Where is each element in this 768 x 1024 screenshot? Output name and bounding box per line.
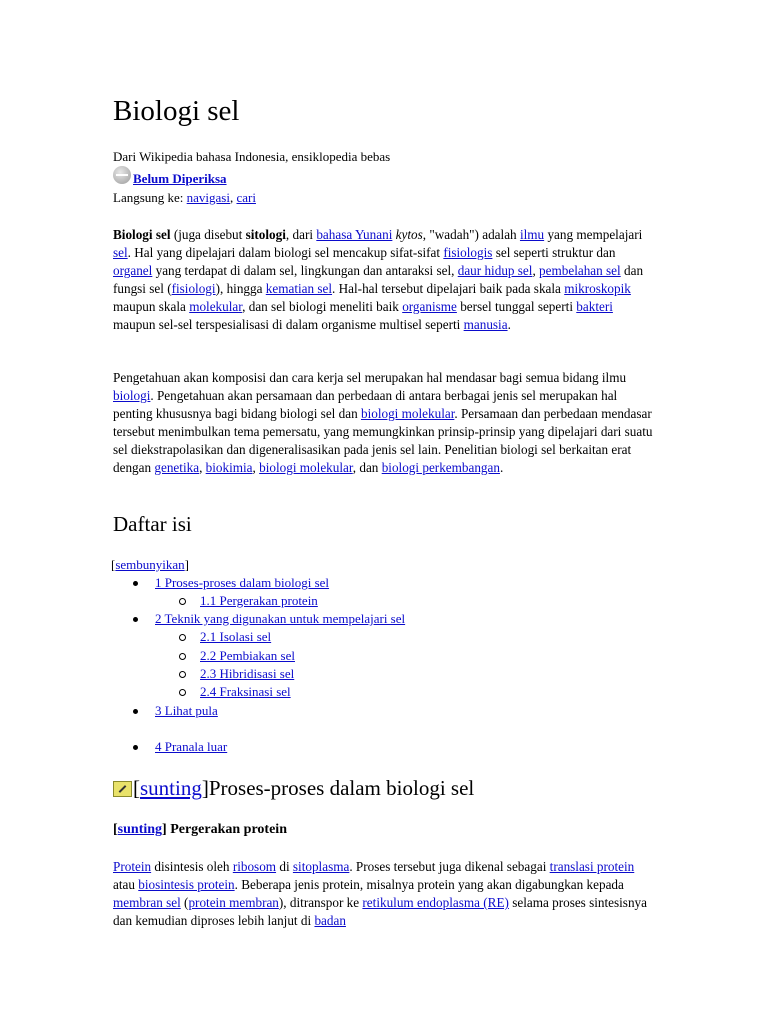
link-biologi-perkembangan[interactable]: biologi perkembangan [381, 460, 500, 475]
toc-item-3 [133, 703, 218, 719]
link-retikulum-endoplasma[interactable]: retikulum endoplasma (RE) [362, 895, 509, 910]
toc-link-3[interactable]: 3 Lihat pula [155, 703, 218, 718]
toc-link-1[interactable]: 1 Proses-proses dalam biologi sel [155, 575, 330, 590]
flagged-revision-status [113, 166, 227, 184]
edit-pencil-icon [113, 781, 132, 797]
subsection-edit-link[interactable]: sunting [117, 822, 163, 837]
toc-heading: Daftar isi [113, 512, 192, 536]
toc-item-2-1 [179, 629, 271, 645]
toc-item-2-2 [179, 648, 295, 664]
subsection-heading-1-1: [sunting] Pergerakan protein [113, 822, 287, 837]
unreviewed-icon [113, 166, 131, 184]
toc-link-2-1[interactable]: 2.1 Isolasi sel [200, 629, 272, 644]
toc-item-1 [133, 575, 329, 591]
toc-link-4[interactable]: 4 Pranala luar [155, 739, 228, 754]
toc-item-2-3 [179, 666, 294, 682]
link-protein-membran[interactable]: protein membran [188, 895, 279, 910]
toc-item-4 [133, 739, 227, 755]
link-fisiologi[interactable]: fisiologi [171, 281, 216, 296]
intro-paragraph-1: Biologi sel (juga disebut sitologi, dari bahasa Yunani kytos, "wadah") adalah ilmu yang mempelajari sel. Hal yang dipelajari dalam biologi sel mencakup sifat-sifat fisiologis sel seperti struktur dan organel yang terdapat di dalam sel, lingkungan dan antaraksi sel, daur hidup sel, pembelahan sel dan fungsi sel (fisiologi), hingga kematian sel. Hal-hal tersebut dipelajari baik pada skala mikroskopik maupun skala molekular, dan sel biologi meneliti baik organisme bersel tunggal seperti bakteri maupun sel-sel terspesialisasi di dalam organisme multisel seperti manusia. [113, 227, 644, 332]
link-biologi-molekular[interactable]: biologi molekular [360, 406, 455, 421]
link-ilmu[interactable]: ilmu [519, 227, 545, 242]
link-biologi-molekular-2[interactable]: biologi molekular [259, 460, 353, 475]
toc-item-1-1 [179, 593, 318, 609]
bullet-icon [133, 745, 138, 750]
intro-paragraph-2: Pengetahuan akan komposisi dan cara kerja sel merupakan hal mendasar bagi semua bidang ilmu biologi. Pengetahuan akan persamaan dan perbedaan di antara berbagai jenis sel merupakan hal penting khususnya bagi bidang biologi sel dan biologi molekular. Persamaan dan perbedaan mendasar tersebut menimbulkan tema pemersatu, yang memungkinkan prinsip-prinsip yang dipelajari dari suatu sel diekstrapolasikan dan digeneralisasikan pada jenis sel lain. Penelitian biologi sel berkaitan erat dengan genetika, biokimia, biologi molekular, dan biologi perkembangan. [113, 370, 653, 475]
jump-to-links: Langsung ke: navigasi, cari [113, 190, 256, 205]
link-organisme[interactable]: organisme [402, 299, 457, 314]
link-protein[interactable]: Protein [113, 859, 152, 874]
circle-bullet-icon [179, 634, 186, 641]
section-edit-link[interactable]: sunting [140, 776, 202, 800]
toc-link-2-2[interactable]: 2.2 Pembiakan sel [200, 648, 295, 663]
bullet-icon [133, 581, 138, 586]
link-bakteri[interactable]: bakteri [576, 299, 613, 314]
link-ribosom[interactable]: ribosom [232, 859, 277, 874]
link-biokimia[interactable]: biokimia [205, 460, 253, 475]
link-pembelahan-sel[interactable]: pembelahan sel [539, 263, 621, 278]
toc-hide-link[interactable]: sembunyikan [115, 557, 185, 572]
toc-link-2-3[interactable]: 2.3 Hibridisasi sel [200, 666, 295, 681]
jump-prefix: Langsung ke: [113, 190, 184, 205]
jump-navigation-link[interactable]: navigasi [186, 190, 230, 205]
link-organel[interactable]: organel [113, 263, 153, 278]
circle-bullet-icon [179, 671, 186, 678]
toc-item-2-4 [179, 684, 291, 700]
link-membran-sel[interactable]: membran sel [113, 895, 181, 910]
body-paragraph-protein: Protein disintesis oleh ribosom di sitoplasma. Proses tersebut juga dikenal sebagai translasi protein atau biosintesis protein. Beberapa jenis protein, misalnya protein yang akan digabungkan kepada membran sel (protein membran), ditranspor ke retikulum endoplasma (RE) selama proses sintesisnya dan kemudian diproses lebih lanjut di badan [113, 859, 647, 928]
toc-link-2[interactable]: 2 Teknik yang digunakan untuk mempelajari sel [155, 611, 406, 626]
link-fisiologis[interactable]: fisiologis [443, 245, 493, 260]
page-title: Biologi sel [113, 95, 240, 127]
jump-search-link[interactable]: cari [236, 190, 256, 205]
link-daur-hidup-sel[interactable]: daur hidup sel [457, 263, 533, 278]
circle-bullet-icon [179, 689, 186, 696]
link-biosintesis-protein[interactable]: biosintesis protein [138, 877, 235, 892]
link-bahasa-yunani[interactable]: bahasa Yunani [316, 227, 393, 242]
toc-link-2-4[interactable]: 2.4 Fraksinasi sel [200, 684, 291, 699]
toc-link-1-1[interactable]: 1.1 Pergerakan protein [200, 593, 318, 608]
bullet-icon [133, 709, 138, 714]
link-manusia[interactable]: manusia [463, 317, 508, 332]
circle-bullet-icon [179, 653, 186, 660]
link-badan[interactable]: badan [314, 913, 346, 928]
link-kematian-sel[interactable]: kematian sel [265, 281, 333, 296]
site-tagline: Dari Wikipedia bahasa Indonesia, ensiklopedia bebas [113, 149, 391, 164]
link-mikroskopik[interactable]: mikroskopik [564, 281, 631, 296]
toc-toggle: [sembunyikan] [111, 557, 190, 572]
bullet-icon [133, 617, 138, 622]
link-biologi[interactable]: biologi [113, 388, 151, 403]
unreviewed-link[interactable]: Belum Diperiksa [133, 171, 227, 186]
toc-item-2 [133, 611, 405, 627]
link-translasi-protein[interactable]: translasi protein [549, 859, 635, 874]
link-genetika[interactable]: genetika [154, 460, 200, 475]
link-sitoplasma[interactable]: sitoplasma [292, 859, 350, 874]
circle-bullet-icon [179, 598, 186, 605]
link-molekular[interactable]: molekular [189, 299, 243, 314]
section-heading-1: [ sunting ] Proses-proses dalam biologi sel [113, 776, 474, 801]
link-sel[interactable]: sel [113, 245, 128, 260]
